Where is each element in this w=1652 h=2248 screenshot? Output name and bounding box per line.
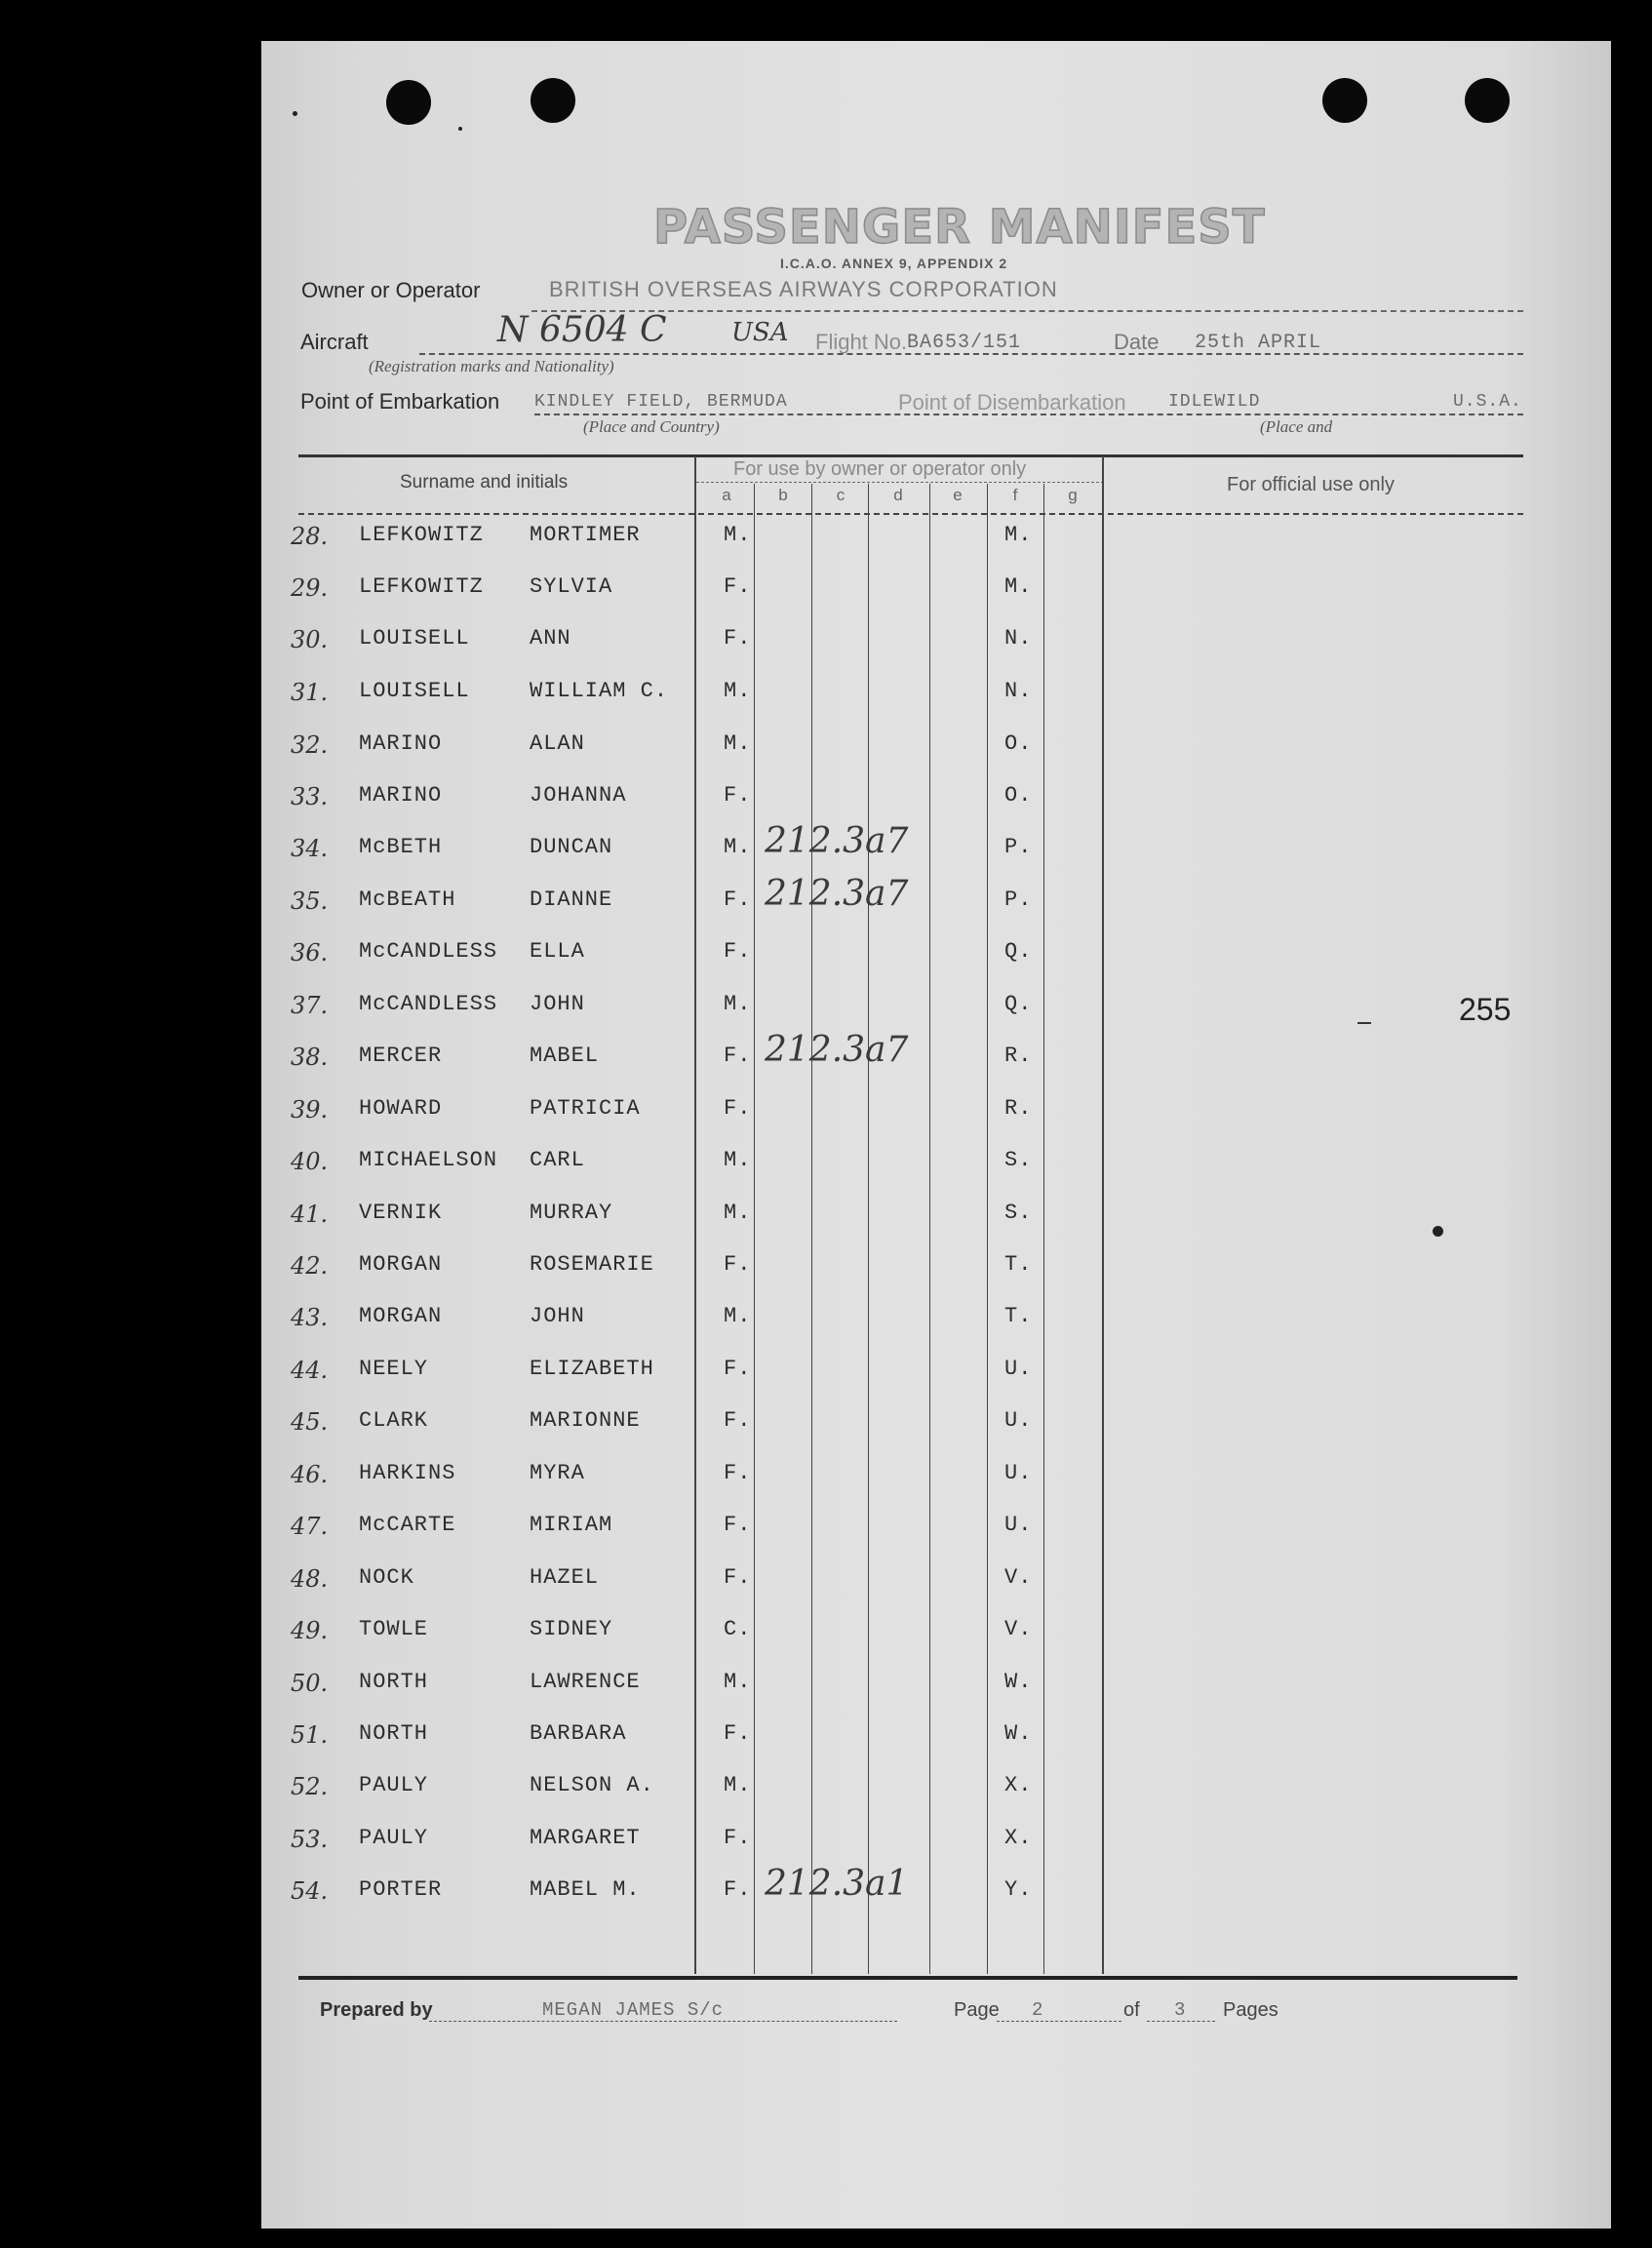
- given-name-cell: ELLA: [530, 939, 585, 964]
- row-number: 45.: [291, 1408, 329, 1436]
- col-f-header: f: [1012, 486, 1018, 504]
- col-f-cell: Q.: [1004, 939, 1033, 964]
- col-f-cell: V.: [1004, 1617, 1033, 1641]
- row-number: 50.: [291, 1670, 329, 1697]
- prepared-label: Prepared by: [320, 1999, 433, 2021]
- row-number: 49.: [291, 1617, 329, 1644]
- given-name-cell: SYLVIA: [530, 574, 613, 599]
- row-number: 41.: [291, 1201, 329, 1228]
- given-name-cell: SIDNEY: [530, 1617, 613, 1641]
- page-subtitle: I.C.A.O. ANNEX 9, APPENDIX 2: [780, 256, 1008, 271]
- surname-cell: NEELY: [359, 1357, 429, 1381]
- given-name-cell: DUNCAN: [530, 835, 613, 859]
- surname-cell: VERNIK: [359, 1201, 443, 1225]
- handwritten-code: 212.3a7: [765, 1030, 909, 1070]
- given-name-cell: MARGARET: [530, 1826, 641, 1850]
- col-f-cell: W.: [1004, 1721, 1033, 1746]
- disembark-label: Point of Disembarkation: [898, 390, 1126, 414]
- row-number: 44.: [291, 1357, 329, 1384]
- col-a-header: a: [722, 486, 731, 504]
- prepared-value: MEGAN JAMES S/c: [542, 1999, 725, 2021]
- row-number: 32.: [291, 731, 329, 759]
- col-a-cell: M.: [724, 1304, 752, 1328]
- table-row: [0, 1617, 1652, 1669]
- given-name-cell: ELIZABETH: [530, 1357, 654, 1381]
- col-a-cell: F.: [724, 574, 752, 599]
- surname-cell: NORTH: [359, 1721, 429, 1746]
- col-f-cell: X.: [1004, 1826, 1033, 1850]
- given-name-cell: MABEL M.: [530, 1877, 641, 1902]
- col-a-cell: F.: [724, 1461, 752, 1485]
- col-a-cell: F.: [724, 1252, 752, 1277]
- given-name-cell: JOHN: [530, 1304, 585, 1328]
- header-bottom-rule: [298, 513, 1523, 515]
- punch-hole: [386, 80, 431, 125]
- col-f-cell: U.: [1004, 1357, 1033, 1381]
- col-a-cell: F.: [724, 1565, 752, 1590]
- surname-cell: MARINO: [359, 731, 443, 756]
- row-number: 35.: [291, 887, 329, 915]
- col-f-cell: M.: [1004, 574, 1033, 599]
- table-row: [0, 731, 1652, 783]
- surname-cell: MORGAN: [359, 1252, 443, 1277]
- punch-hole: [1465, 78, 1510, 123]
- embark-label: Point of Embarkation: [300, 389, 500, 414]
- embark-value: KINDLEY FIELD, BERMUDA: [534, 392, 788, 412]
- col-f-cell: O.: [1004, 783, 1033, 808]
- operator-header-rule: [696, 482, 1104, 483]
- surname-cell: NOCK: [359, 1565, 414, 1590]
- given-name-cell: MORTIMER: [530, 523, 641, 547]
- given-name-cell: BARBARA: [530, 1721, 627, 1746]
- given-name-cell: MIRIAM: [530, 1513, 613, 1537]
- col-f-cell: U.: [1004, 1461, 1033, 1485]
- table-row: [0, 939, 1652, 991]
- table-row: [0, 1357, 1652, 1408]
- table-bottom-rule: [298, 1976, 1517, 1980]
- punch-hole: [531, 78, 575, 123]
- given-name-cell: CARL: [530, 1148, 585, 1172]
- table-row: [0, 874, 1652, 939]
- col-f-cell: T.: [1004, 1252, 1033, 1277]
- pages-label: Pages: [1223, 1999, 1278, 2021]
- row-number: 33.: [291, 783, 329, 810]
- col-a-cell: M.: [724, 731, 752, 756]
- table-row: [0, 1148, 1652, 1200]
- embark-underline: [534, 414, 1523, 415]
- col-f-cell: V.: [1004, 1565, 1033, 1590]
- row-number: 30.: [291, 626, 329, 653]
- col-a-cell: M.: [724, 1670, 752, 1694]
- col-f-cell: U.: [1004, 1408, 1033, 1433]
- handwritten-code: 212.3a1: [765, 1864, 909, 1904]
- col-f-cell: W.: [1004, 1670, 1033, 1694]
- col-a-cell: M.: [724, 679, 752, 703]
- row-number: 54.: [291, 1877, 329, 1905]
- punch-hole: [1322, 78, 1367, 123]
- col-f-cell: M.: [1004, 523, 1033, 547]
- row-number: 43.: [291, 1304, 329, 1331]
- of-value: 3: [1174, 1999, 1187, 2021]
- table-row: [0, 1721, 1652, 1773]
- col-a-cell: C.: [724, 1617, 752, 1641]
- date-value: 25th APRIL: [1195, 332, 1322, 354]
- col-f-cell: S.: [1004, 1201, 1033, 1225]
- row-number: 53.: [291, 1826, 329, 1853]
- stamp-mark: [1357, 1022, 1371, 1024]
- table-row: [0, 1201, 1652, 1252]
- disembark-value: IDLEWILD: [1168, 392, 1261, 412]
- col-f-cell: Y.: [1004, 1877, 1033, 1902]
- page-label: Page: [954, 1999, 1000, 2021]
- col-a-cell: M.: [724, 1148, 752, 1172]
- table-row: [0, 679, 1652, 730]
- row-number: 37.: [291, 992, 329, 1019]
- table-row: [0, 1513, 1652, 1564]
- col-a-cell: M.: [724, 523, 752, 547]
- table-row: [0, 523, 1652, 574]
- page-title: PASSENGER MANIFEST: [653, 200, 1266, 255]
- page-value: 2: [1032, 1999, 1044, 2021]
- surname-cell: NORTH: [359, 1670, 429, 1694]
- col-a-cell: F.: [724, 1408, 752, 1433]
- speck: [293, 111, 297, 116]
- col-f-cell: Q.: [1004, 992, 1033, 1016]
- given-name-cell: MARIONNE: [530, 1408, 641, 1433]
- col-a-cell: F.: [724, 939, 752, 964]
- table-row: [0, 1461, 1652, 1513]
- table-row: [0, 1408, 1652, 1460]
- page-underline: [997, 2021, 1121, 2022]
- row-number: 47.: [291, 1513, 329, 1540]
- table-row: [0, 574, 1652, 626]
- row-number: 28.: [291, 523, 329, 550]
- col-a-cell: F.: [724, 1826, 752, 1850]
- owner-label: Owner or Operator: [301, 278, 481, 302]
- given-name-cell: MYRA: [530, 1461, 585, 1485]
- row-number: 38.: [291, 1044, 329, 1071]
- surname-cell: PORTER: [359, 1877, 443, 1902]
- row-number: 40.: [291, 1148, 329, 1175]
- surname-cell: McBEATH: [359, 887, 456, 912]
- surname-cell: PAULY: [359, 1773, 429, 1797]
- embark-note: (Place and Country): [583, 417, 720, 436]
- surname-cell: CLARK: [359, 1408, 429, 1433]
- given-name-cell: MABEL: [530, 1044, 600, 1068]
- surname-cell: LOUISELL: [359, 679, 470, 703]
- row-number: 29.: [291, 574, 329, 602]
- row-number: 48.: [291, 1565, 329, 1593]
- given-name-cell: NELSON A.: [530, 1773, 654, 1797]
- row-number: 46.: [291, 1461, 329, 1488]
- col-f-cell: O.: [1004, 731, 1033, 756]
- table-row: [0, 1773, 1652, 1825]
- row-number: 51.: [291, 1721, 329, 1749]
- table-row: [0, 1565, 1652, 1617]
- given-name-cell: ROSEMARIE: [530, 1252, 654, 1277]
- surname-cell: LOUISELL: [359, 626, 470, 651]
- col-a-cell: F.: [724, 783, 752, 808]
- surname-cell: PAULY: [359, 1826, 429, 1850]
- aircraft-value: N 6504 C: [497, 310, 667, 350]
- col-f-cell: X.: [1004, 1773, 1033, 1797]
- given-name-cell: JOHN: [530, 992, 585, 1016]
- table-row: [0, 1096, 1652, 1148]
- official-stamp-number: 255: [1459, 992, 1512, 1027]
- given-name-cell: WILLIAM C.: [530, 679, 669, 703]
- given-name-cell: ALAN: [530, 731, 585, 756]
- row-number: 39.: [291, 1096, 329, 1124]
- given-name-cell: HAZEL: [530, 1565, 600, 1590]
- date-label: Date: [1114, 330, 1160, 354]
- col-f-cell: P.: [1004, 835, 1033, 859]
- col-a-cell: F.: [724, 1721, 752, 1746]
- col-a-cell: F.: [724, 1877, 752, 1902]
- of-label: of: [1123, 1999, 1140, 2021]
- aircraft-underline: [419, 353, 1523, 355]
- col-official-header: For official use only: [1227, 474, 1395, 495]
- col-a-cell: F.: [724, 1513, 752, 1537]
- table-row: [0, 1670, 1652, 1721]
- owner-value: BRITISH OVERSEAS AIRWAYS CORPORATION: [549, 277, 1058, 301]
- handwritten-code: 212.3a7: [765, 874, 909, 914]
- flight-value: BA653/151: [907, 332, 1022, 354]
- surname-cell: TOWLE: [359, 1617, 429, 1641]
- surname-cell: MARINO: [359, 783, 443, 808]
- col-f-cell: N.: [1004, 626, 1033, 651]
- col-surname-header: Surname and initials: [400, 472, 569, 493]
- flight-label: Flight No.: [815, 330, 908, 354]
- surname-cell: McCARTE: [359, 1513, 456, 1537]
- table-row: [0, 1864, 1652, 1929]
- col-a-cell: F.: [724, 1044, 752, 1068]
- surname-cell: McBETH: [359, 835, 443, 859]
- surname-cell: McCANDLESS: [359, 939, 498, 964]
- surname-cell: HOWARD: [359, 1096, 443, 1121]
- row-number: 52.: [291, 1773, 329, 1800]
- prepared-underline: [429, 2021, 897, 2022]
- given-name-cell: LAWRENCE: [530, 1670, 641, 1694]
- speck: [458, 127, 462, 131]
- row-number: 42.: [291, 1252, 329, 1280]
- owner-underline: [531, 310, 1523, 312]
- col-a-cell: M.: [724, 1773, 752, 1797]
- surname-cell: MORGAN: [359, 1304, 443, 1328]
- col-f-cell: T.: [1004, 1304, 1033, 1328]
- col-f-cell: U.: [1004, 1513, 1033, 1537]
- surname-cell: McCANDLESS: [359, 992, 498, 1016]
- col-f-cell: P.: [1004, 887, 1033, 912]
- row-number: 31.: [291, 679, 329, 706]
- surname-cell: MICHAELSON: [359, 1148, 498, 1172]
- col-d-header: d: [893, 486, 903, 504]
- col-c-header: c: [836, 486, 846, 504]
- given-name-cell: DIANNE: [530, 887, 613, 912]
- col-operator-header: For use by owner or operator only: [733, 458, 1027, 480]
- table-row: [0, 1030, 1652, 1095]
- surname-cell: LEFKOWITZ: [359, 523, 484, 547]
- of-underline: [1147, 2021, 1215, 2022]
- given-name-cell: JOHANNA: [530, 783, 627, 808]
- col-a-cell: M.: [724, 835, 752, 859]
- col-e-header: e: [953, 486, 963, 504]
- table-row: [0, 1252, 1652, 1304]
- col-f-cell: S.: [1004, 1148, 1033, 1172]
- col-a-cell: F.: [724, 1096, 752, 1121]
- given-name-cell: ANN: [530, 626, 571, 651]
- col-a-cell: M.: [724, 1201, 752, 1225]
- row-number: 34.: [291, 835, 329, 862]
- aircraft-nationality: USA: [731, 318, 789, 347]
- disembark-note: (Place and: [1260, 417, 1333, 436]
- table-row: [0, 626, 1652, 678]
- col-a-cell: F.: [724, 626, 752, 651]
- disembark-country: U.S.A.: [1453, 392, 1522, 412]
- aircraft-label: Aircraft: [300, 330, 369, 354]
- surname-cell: LEFKOWITZ: [359, 574, 484, 599]
- col-a-cell: F.: [724, 887, 752, 912]
- given-name-cell: PATRICIA: [530, 1096, 641, 1121]
- col-f-cell: R.: [1004, 1044, 1033, 1068]
- col-f-cell: R.: [1004, 1096, 1033, 1121]
- table-row: [0, 1304, 1652, 1356]
- col-a-cell: F.: [724, 1357, 752, 1381]
- given-name-cell: MURRAY: [530, 1201, 613, 1225]
- col-b-header: b: [778, 486, 788, 504]
- surname-cell: HARKINS: [359, 1461, 456, 1485]
- table-top-rule: [298, 454, 1523, 457]
- col-f-cell: N.: [1004, 679, 1033, 703]
- surname-cell: MERCER: [359, 1044, 443, 1068]
- handwritten-code: 212.3a7: [765, 821, 909, 861]
- registration-note: (Registration marks and Nationality): [369, 357, 614, 375]
- row-number: 36.: [291, 939, 329, 966]
- col-g-header: g: [1068, 486, 1078, 504]
- col-a-cell: M.: [724, 992, 752, 1016]
